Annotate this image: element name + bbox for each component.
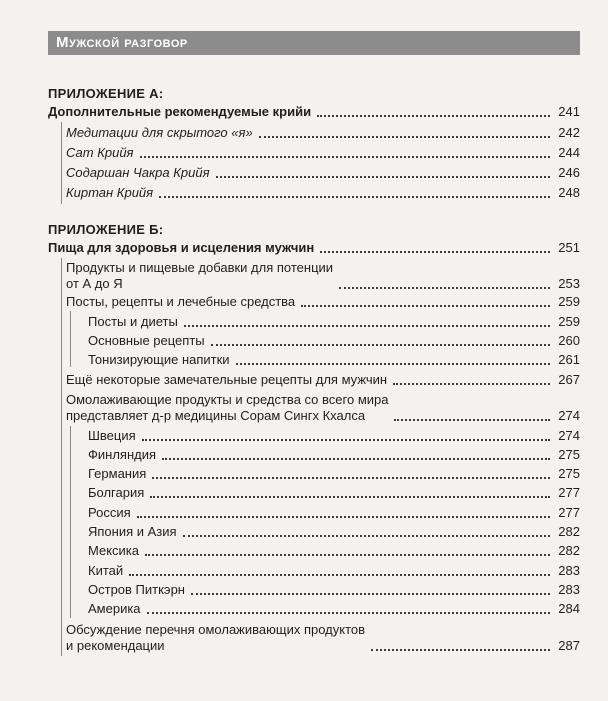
- toc-entry[interactable]: [66, 145, 580, 161]
- toc-entry-label-line: от А до Я: [66, 276, 123, 291]
- toc-entry-label: Медитации для скрытого «я»: [66, 125, 253, 140]
- toc-entry[interactable]: [88, 428, 580, 444]
- toc-entry-label: Ещё некоторые замечательные рецепты для мужчин: [66, 372, 388, 387]
- leader-dots: [142, 439, 550, 441]
- toc-entry-label: Швеция: [88, 428, 136, 443]
- toc-entry-page: 244: [558, 145, 580, 160]
- toc-entry-page: 283: [558, 582, 580, 597]
- appendix-a-title: ПРИЛОЖЕНИЕ А:: [48, 86, 164, 101]
- toc-entry-page: 267: [558, 372, 580, 387]
- toc-entry-label: Посты и диеты: [88, 314, 178, 329]
- toc-entry-label-line: представляет д-р медицины Сорам Сингх Кхалса: [66, 408, 366, 423]
- toc-entry-label: Мексика: [88, 543, 140, 558]
- toc-entry-label: Япония и Азия: [88, 524, 177, 539]
- toc-entry[interactable]: [88, 352, 580, 368]
- running-header-title: Мужской разговор: [56, 34, 188, 51]
- toc-entry[interactable]: [66, 622, 580, 654]
- toc-entry[interactable]: [48, 104, 580, 120]
- toc-entry-label: [66, 392, 388, 424]
- toc-entry[interactable]: [88, 582, 580, 598]
- toc-entry-page: 275: [558, 466, 580, 481]
- toc-entry-label: Россия: [88, 505, 131, 520]
- toc-entry-label-line: Обсуждение перечня омолаживающих продуктов: [66, 622, 366, 637]
- toc-entry[interactable]: [66, 260, 580, 292]
- indent-rule: [70, 426, 71, 618]
- toc-entry-label-line: Продукты и пищевые добавки для потенции: [66, 260, 334, 275]
- toc-entry-page: 253: [558, 276, 580, 291]
- leader-dots: [371, 649, 550, 651]
- leader-dots: [259, 136, 550, 138]
- toc-entry-label: Тонизирующие напитки: [88, 352, 230, 367]
- toc-entry-label: Посты, рецепты и лечебные средства: [66, 294, 296, 309]
- leader-dots: [339, 287, 550, 289]
- leader-dots: [145, 554, 550, 556]
- leader-dots: [137, 516, 550, 518]
- indent-rule: [61, 258, 62, 656]
- leader-dots: [147, 612, 550, 614]
- toc-entry[interactable]: [66, 294, 580, 310]
- appendix-b-title: ПРИЛОЖЕНИЕ Б:: [48, 222, 164, 237]
- toc-entry-label-line: и рекомендации: [66, 638, 165, 653]
- toc-entry[interactable]: [48, 240, 580, 256]
- toc-entry-page: 246: [558, 165, 580, 180]
- leader-dots: [211, 344, 550, 346]
- toc-entry-label: Финляндия: [88, 447, 157, 462]
- toc-entry-label: Остров Питкэрн: [88, 582, 185, 597]
- toc-entry[interactable]: [88, 333, 580, 349]
- toc-entry-page: 275: [558, 447, 580, 462]
- toc-entry-page: 287: [558, 638, 580, 653]
- toc-entry-page: 248: [558, 185, 580, 200]
- toc-entry[interactable]: [66, 165, 580, 181]
- leader-dots: [140, 156, 550, 158]
- toc-entry[interactable]: [88, 505, 580, 521]
- leader-dots: [236, 363, 550, 365]
- toc-entry-label: Содаршан Чакра Крийя: [66, 165, 210, 180]
- leader-dots: [317, 115, 550, 117]
- toc-entry[interactable]: [66, 392, 580, 424]
- toc-entry-label: Болгария: [88, 485, 145, 500]
- toc-entry-label: Китай: [88, 563, 124, 578]
- toc-entry-label: [66, 260, 333, 292]
- toc-entry[interactable]: [66, 125, 580, 141]
- leader-dots: [320, 251, 550, 253]
- toc-entry-page: 282: [558, 543, 580, 558]
- toc-entry[interactable]: [88, 524, 580, 540]
- leader-dots: [159, 196, 550, 198]
- leader-dots: [394, 419, 550, 421]
- toc-entry-label: Киртан Крийя: [66, 185, 154, 200]
- toc-entry[interactable]: [88, 543, 580, 559]
- leader-dots: [216, 176, 550, 178]
- toc-entry-page: 284: [558, 601, 580, 616]
- leader-dots: [301, 305, 550, 307]
- toc-entry-page: 242: [558, 125, 580, 140]
- toc-entry-page: 274: [558, 428, 580, 443]
- toc-entry-page: 283: [558, 563, 580, 578]
- toc-entry-page: 260: [558, 333, 580, 348]
- leader-dots: [393, 383, 550, 385]
- toc-entry[interactable]: [66, 372, 580, 388]
- toc-entry-page: 277: [558, 505, 580, 520]
- toc-entry-page: 282: [558, 524, 580, 539]
- toc-entry-label: Основные рецепты: [88, 333, 205, 348]
- indent-rule: [70, 311, 71, 367]
- indent-rule: [61, 122, 62, 204]
- toc-entry-page: 261: [558, 352, 580, 367]
- toc-entry[interactable]: [66, 185, 580, 201]
- leader-dots: [162, 458, 550, 460]
- toc-entry-page: 259: [558, 314, 580, 329]
- toc-entry[interactable]: [88, 466, 580, 482]
- leader-dots: [129, 574, 550, 576]
- leader-dots: [191, 593, 550, 595]
- leader-dots: [152, 477, 550, 479]
- leader-dots: [183, 535, 550, 537]
- toc-entry-page: 251: [558, 240, 580, 255]
- toc-entry-page: 259: [558, 294, 580, 309]
- leader-dots: [150, 496, 550, 498]
- toc-entry-label: Дополнительные рекомендуемые крийи: [48, 104, 312, 119]
- toc-entry-page: 241: [558, 104, 580, 119]
- toc-entry[interactable]: [88, 447, 580, 463]
- toc-entry-label: Сат Крийя: [66, 145, 134, 160]
- toc-entry-page: 277: [558, 485, 580, 500]
- toc-entry[interactable]: [88, 601, 580, 617]
- toc-entry-page: 274: [558, 408, 580, 423]
- toc-entry[interactable]: [88, 563, 580, 579]
- toc-entry[interactable]: [88, 314, 580, 330]
- toc-entry-label: Пища для здоровья и исцеления мужчин: [48, 240, 315, 255]
- toc-entry-label: Германия: [88, 466, 147, 481]
- toc-entry-label-line: Омолаживающие продукты и средства со всего мира: [66, 392, 389, 407]
- leader-dots: [184, 325, 550, 327]
- toc-entry-label: [66, 622, 365, 654]
- toc-entry-label: Америка: [88, 601, 141, 616]
- toc-entry[interactable]: [88, 485, 580, 501]
